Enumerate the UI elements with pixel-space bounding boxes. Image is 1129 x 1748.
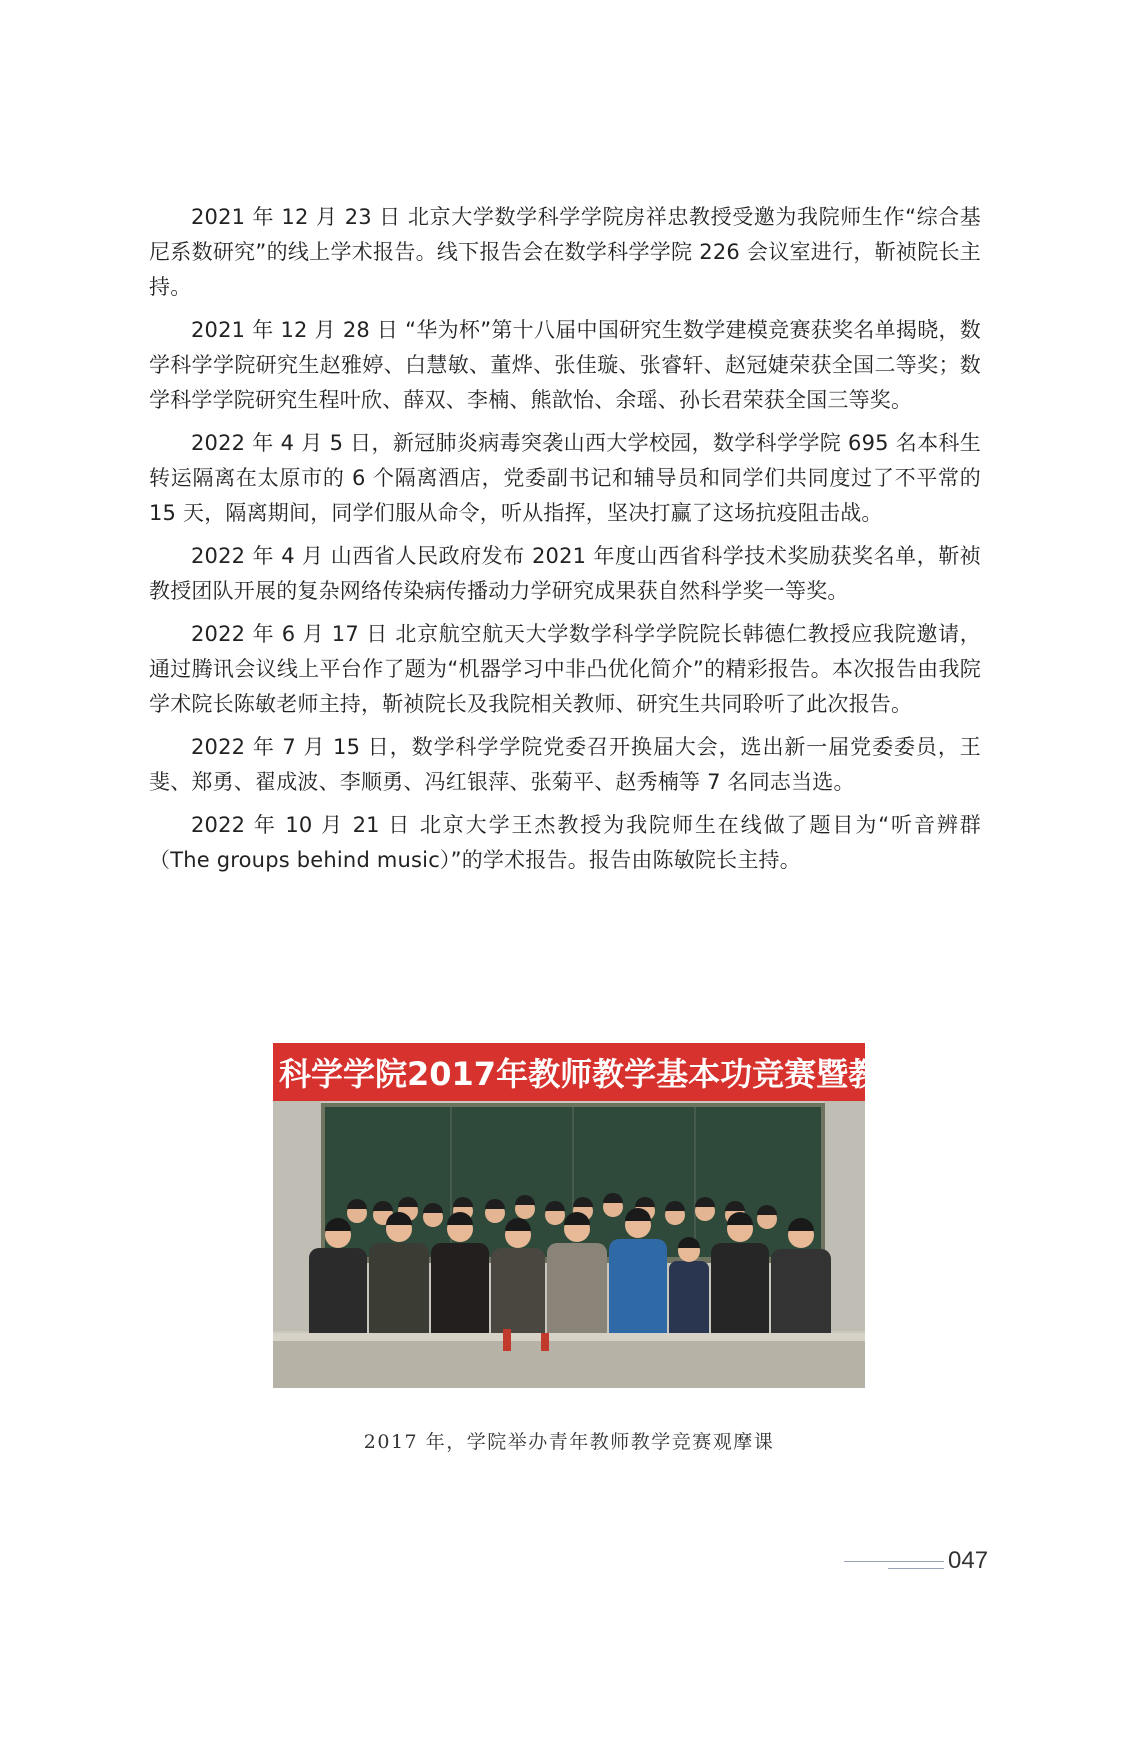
paragraph-2021-12-23: 2021 年 12 月 23 日 北京大学数学科学学院房祥忠教授受邀为我院师生作“综合基尼系数研究”的线上学术报告。线下报告会在数学科学学院 226 会议室进行，靳祯院长主持。 [149,205,981,299]
paragraph-2022-06-17: 2022 年 6 月 17 日 北京航空航天大学数学科学学院院长韩德仁教授应我院邀请，通过腾讯会议线上平台作了题为“机器学习中非凸优化简介”的精彩报告。本次报告由我院学术院长陈敏老师主持，靳祯院长及我院相关教师、研究生共同聆听了此次报告。 [149,622,981,716]
page-footer [840,1547,990,1583]
paragraph-2022-10-21: 2022 年 10 月 21 日 北京大学王杰教授为我院师生在线做了题目为“听音辨群（The groups behind music）”的学术报告。报告由陈敏院长主持。 [149,813,981,872]
paragraph-2022-04: 2022 年 4 月 山西省人民政府发布 2021 年度山西省科学技术奖励获奖名单，靳祯教授团队开展的复杂网络传染病传播动力学研究成果获自然科学奖一等奖。 [149,544,981,603]
article-body [149,200,981,886]
group-photo-illustration [273,1043,977,1388]
footer-rule [844,1561,944,1562]
paragraph-2022-04-05: 2022 年 4 月 5 日，新冠肺炎病毒突袭山西大学校园，数学科学学院 695 名本科生转运隔离在太原市的 6 个隔离酒店，党委副书记和辅导员和同学们共同度过了不平常的 15 天，隔离期间，同学们服从命令，听从指挥，坚决打赢了这场抗疫阻击战。 [149,431,981,525]
footer-rule-short [888,1568,944,1569]
paragraph-2022-07-15: 2022 年 7 月 15 日，数学科学学院党委召开换届大会，选出新一届党委委员，王斐、郑勇、翟成波、李顺勇、冯红银萍、张菊平、赵秀楠等 7 名同志当选。 [149,735,981,794]
group-photo [273,1043,977,1388]
banner-text: 科学学院2017年教师教学基本功竞赛暨教学观摩 [279,1055,977,1093]
photo-caption: 2017 年，学院举办青年教师教学竞赛观摩课 [363,1431,775,1453]
paragraph-2021-12-28: 2021 年 12 月 28 日 “华为杯”第十八届中国研究生数学建模竞赛获奖名单揭晓，数学科学学院研究生赵雅婷、白慧敏、董烨、张佳璇、张睿轩、赵冠婕荣获全国二等奖；数学科学学院研究生程叶欣、薛双、李楠、熊歆怡、余瑶、孙长君荣获全国三等奖。 [149,318,981,412]
page-number: 047 [948,1547,989,1574]
